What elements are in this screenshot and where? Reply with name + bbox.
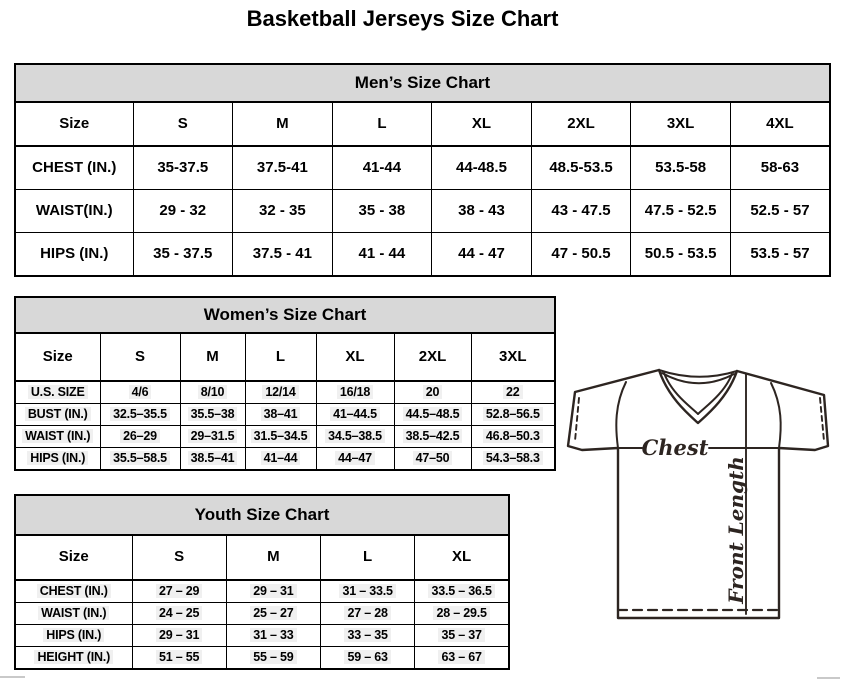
table-row [15,404,555,426]
table-row [15,233,830,277]
row-label [15,146,133,190]
jersey-outline [568,370,828,618]
cell-value: 35 - 38 [358,201,406,219]
column-header: 2XL [531,102,631,146]
table-cell [100,448,180,471]
cell-value: 44.5–48.5 [403,407,463,421]
cell-value: 38.5–42.5 [403,429,463,443]
cell-value: 37.5 - 41 [252,244,312,262]
cell-value: 35.5–38 [188,407,238,421]
table-cell [432,190,532,233]
table-cell [432,146,532,190]
left-armhole-seam [616,382,626,448]
table-cell [180,426,245,448]
table-cell [471,448,555,471]
cell-value: 27 – 28 [344,606,390,620]
table-cell [226,647,320,670]
cell-value: 37.5-41 [256,158,308,176]
cell-value: 44-48.5 [456,158,507,176]
table-cell [394,426,471,448]
table-cell [180,404,245,426]
table-cell [631,233,731,277]
cell-value: 44–47 [335,451,375,465]
row-label-text: HIPS (IN.) [43,628,104,642]
cell-value: 27 – 29 [156,584,202,598]
table-cell [245,448,316,471]
cell-value: 33 – 35 [344,628,390,642]
row-label [15,647,132,670]
column-header: 2XL [394,333,471,381]
cell-value: 24 – 25 [156,606,202,620]
cell-value: 32 - 35 [258,201,306,219]
table-row [15,190,830,233]
row-label [15,426,100,448]
table-cell [332,146,432,190]
cell-value: 22 [503,385,523,399]
cell-value: 29–31.5 [188,429,238,443]
table-row [15,625,509,647]
table-cell [531,146,631,190]
table-cell [245,404,316,426]
column-header: 3XL [471,333,555,381]
cell-value: 44 - 47 [458,244,505,262]
cell-value: 35-37.5 [157,158,209,176]
row-label [15,448,100,471]
table-row [15,381,555,404]
table-cell [133,146,233,190]
youth-size-table [14,494,510,670]
column-header: 4XL [730,102,830,146]
table-cell [245,381,316,404]
table-cell [332,233,432,277]
table-cell [531,233,631,277]
cell-value: 4/6 [129,385,152,399]
table-cell [332,190,432,233]
table-cell [180,381,245,404]
cell-value: 20 [423,385,443,399]
column-header-row [15,102,830,146]
table-cell [100,404,180,426]
cell-value: 29 - 32 [159,201,207,219]
table-cell [471,381,555,404]
cell-value: 52.8–56.5 [483,407,543,421]
column-header: M [180,333,245,381]
column-header-row [15,333,555,381]
cell-value: 31 – 33 [250,628,296,642]
row-label-text: CHEST (IN.) [32,158,117,176]
cell-value: 12/14 [262,385,298,399]
table-cell [233,190,333,233]
table-cell [471,426,555,448]
column-header: L [321,535,415,580]
cell-value: 31 – 33.5 [339,584,395,598]
table-cell [100,381,180,404]
table-cell [471,404,555,426]
cell-value: 16/18 [337,385,373,399]
table-row [15,448,555,471]
cell-value: 58-63 [760,158,800,176]
column-header: S [132,535,226,580]
table-cell [631,146,731,190]
cell-value: 53.5 - 57 [750,244,810,262]
cell-value: 32.5–35.5 [110,407,170,421]
cell-value: 35 - 37.5 [153,244,213,262]
table-cell [415,603,509,625]
cell-value: 50.5 - 53.5 [644,244,717,262]
cell-value: 25 – 27 [250,606,296,620]
table-cell [321,603,415,625]
cell-value: 34.5–38.5 [325,429,385,443]
column-header: M [233,102,333,146]
table-cell [631,190,731,233]
cell-value: 38 - 43 [458,201,505,219]
column-header: XL [415,535,509,580]
column-header: 3XL [631,102,731,146]
table-cell [531,190,631,233]
cell-value: 47 - 50.5 [551,244,611,262]
table-cell [132,647,226,670]
table-cell [100,426,180,448]
cell-value: 41 - 44 [358,244,406,262]
cell-value: 26–29 [120,429,160,443]
column-header: Size [15,535,132,580]
row-label-text: U.S. SIZE [28,385,88,399]
row-label [15,625,132,647]
cell-value: 55 – 59 [250,650,296,664]
row-label-text: WAIST(IN.) [35,201,113,219]
cell-value: 41–44.5 [330,407,380,421]
column-header: L [332,102,432,146]
cell-value: 46.8–50.3 [483,429,543,443]
table-cell [415,625,509,647]
cell-value: 33.5 – 36.5 [428,584,494,598]
table-cell [730,190,830,233]
table-cell [233,146,333,190]
table-cell [180,448,245,471]
column-header: Size [15,102,133,146]
cell-value: 41-44 [362,158,402,176]
page-title: Basketball Jerseys Size Chart [246,6,559,31]
right-cuff-dashed-line [820,398,824,441]
table-cell [730,233,830,277]
column-header: XL [316,333,394,381]
table-cell [321,580,415,603]
cell-value: 29 – 31 [156,628,202,642]
row-label [15,603,132,625]
womens-size-table [14,296,556,471]
table-cell [133,190,233,233]
table-cell [321,647,415,670]
womens-table-title: Women’s Size Chart [15,297,555,333]
column-header: L [245,333,316,381]
cell-value: 47–50 [413,451,453,465]
row-label [15,381,100,404]
table-cell [316,381,394,404]
table-cell [316,404,394,426]
row-label [15,233,133,277]
cell-value: 31.5–34.5 [251,429,311,443]
table-cell [432,233,532,277]
jersey-diagram [556,362,843,632]
table-cell [132,603,226,625]
table-title-row [15,64,830,102]
table-title-row [15,297,555,333]
right-armhole-seam [771,383,781,448]
row-label-text: WAIST (IN.) [38,606,109,620]
table-cell [133,233,233,277]
column-header: S [100,333,180,381]
table-title-row [15,495,509,535]
row-label [15,404,100,426]
column-header: Size [15,333,100,381]
cell-value: 41–44 [261,451,301,465]
table-cell [226,580,320,603]
row-label [15,580,132,603]
cell-value: 29 – 31 [250,584,296,598]
front-length-label: Front Length [724,456,748,604]
cell-value: 43 - 47.5 [551,201,611,219]
table-cell [226,625,320,647]
chest-label: Chest [641,435,709,460]
row-label-text: WAIST (IN.) [22,429,93,443]
table-cell [730,146,830,190]
table-row [15,426,555,448]
table-row [15,603,509,625]
mens-size-table [14,63,831,277]
mens-table-title: Men’s Size Chart [15,64,830,102]
row-label [15,190,133,233]
cell-value: 35 – 37 [438,628,484,642]
cell-value: 54.3–58.3 [483,451,543,465]
cutoff-fragment-left [0,676,25,678]
cell-value: 53.5-58 [655,158,707,176]
table-cell [132,580,226,603]
youth-table-title: Youth Size Chart [15,495,509,535]
row-label-text: BUST (IN.) [25,407,91,421]
table-cell [394,404,471,426]
row-label-text: HIPS (IN.) [27,451,88,465]
table-cell [245,426,316,448]
column-header: XL [432,102,532,146]
cell-value: 51 – 55 [156,650,202,664]
cell-value: 59 – 63 [344,650,390,664]
cell-value: 47.5 - 52.5 [644,201,717,219]
table-row [15,580,509,603]
cell-value: 38–41 [261,407,301,421]
table-cell [415,647,509,670]
cell-value: 52.5 - 57 [750,201,810,219]
table-cell [233,233,333,277]
cell-value: 48.5-53.5 [549,158,613,176]
row-label-text: CHEST (IN.) [37,584,111,598]
cell-value: 35.5–58.5 [110,451,170,465]
left-cuff-dashed-line [575,398,579,441]
column-header-row [15,535,509,580]
table-cell [226,603,320,625]
cell-value: 38.5–41 [188,451,238,465]
table-cell [394,448,471,471]
table-row [15,647,509,670]
column-header: M [226,535,320,580]
table-cell [321,625,415,647]
row-label-text: HEIGHT (IN.) [34,650,113,664]
table-cell [316,426,394,448]
table-cell [415,580,509,603]
table-cell [132,625,226,647]
column-header: S [133,102,233,146]
cell-value: 63 – 67 [438,650,484,664]
table-cell [316,448,394,471]
collar-back-arc [659,370,737,377]
cell-value: 28 – 29.5 [433,606,489,620]
table-row [15,146,830,190]
row-label-text: HIPS (IN.) [40,244,109,262]
cell-value: 8/10 [198,385,228,399]
table-cell [394,381,471,404]
